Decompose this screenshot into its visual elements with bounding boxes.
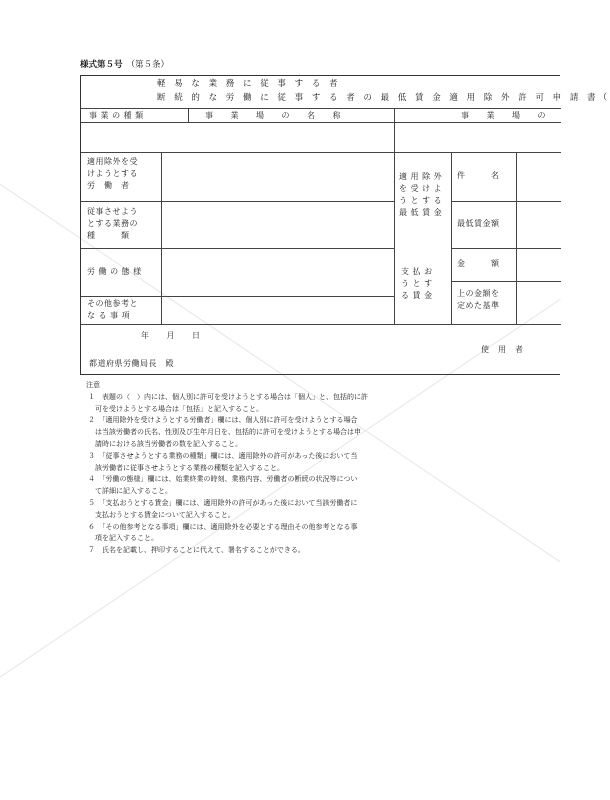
min-wage-label-4: 最 低 賃 金 <box>399 208 443 217</box>
note-line: 項を記入すること。 <box>88 534 158 543</box>
min-wage-label-2: を 受 け よ <box>399 184 443 193</box>
form-title-line-2: 断 続 的 な 労 働 に 従 事 す る 者 の 最 低 賃 金 適 用 除 外 許 可 申 請 書（ <box>157 93 610 103</box>
wage-label-2: う と す <box>401 279 433 288</box>
business-type-header: 事 業 の 種 類 <box>89 111 144 120</box>
subject-label: 件 名 <box>457 171 500 180</box>
business-location-header: 事 業 場 の <box>461 111 546 120</box>
note-line: ６ 「その他参考となる事項」欄には、適用除外を必要とする理由その他参考となる事 <box>88 522 358 531</box>
employer-label: 使 用 者 <box>481 345 524 354</box>
work-type-label-2: とする業務の <box>87 219 138 228</box>
other-matters-label-2: な る 事 項 <box>87 311 131 320</box>
wage-label-1: 支 払 お <box>401 267 433 276</box>
note-line: １ 表題の（ ）内には、個人別に許可を受けようとする場合は「個人」と、包括的に許 <box>88 392 368 401</box>
note-line: ４ 「労働の態様」欄には、始業終業の時刻、業務内容、労働者の断続の状況等につい <box>88 475 358 484</box>
note-line: ７ 氏名を記載し、押印することに代えて、署名することができる。 <box>88 546 305 555</box>
note-line: ２ 「適用除外を受けようとする労働者」欄には、個人別に許可を受けようとする場合 <box>88 416 358 425</box>
other-matters-label-1: その他参考と <box>87 299 138 308</box>
application-form-table <box>80 75 610 375</box>
note-line: は当該労働者の氏名、性別及び生年月日を、包括的に許可を受けようとする場合は申 <box>88 428 361 437</box>
note-line: て詳細に記入すること。 <box>88 487 172 496</box>
application-date: 年 月 日 <box>141 331 201 340</box>
min-wage-amount-label: 最低賃金額 <box>457 219 500 228</box>
wage-label-3: る 賃 金 <box>401 291 433 300</box>
note-line: 請時における該当労働者の数を記入すること。 <box>88 439 242 448</box>
basis-label-1: 上の金額を <box>457 289 500 298</box>
note-line: ３ 「従事させようとする業務の種類」欄には、適用除外の許可があった後において当 <box>88 451 358 460</box>
work-type-label-3: 種 類 <box>87 231 130 240</box>
work-type-label-1: 従事させよう <box>87 207 138 216</box>
notes-section <box>88 380 558 557</box>
amount-label: 金 額 <box>457 259 500 268</box>
basis-label-2: 定めた基準 <box>457 301 500 310</box>
form-article: （第５条） <box>126 60 170 70</box>
min-wage-label-1: 適 用 除 外 <box>399 172 443 181</box>
form-title-line-1: 軽 易 な 業 務 に 従 事 す る 者 <box>157 79 341 89</box>
min-wage-label-3: う と す る <box>399 196 443 205</box>
note-line: 可を受けようとする場合は「包括」と記入すること。 <box>88 404 263 413</box>
work-status-label: 労 働 の 態 様 <box>87 267 142 276</box>
note-line: 該労働者に従事させようとする業務の種類を記入すること。 <box>88 463 284 472</box>
applicant-worker-label-3: 労 働 者 <box>87 181 130 190</box>
form-number-label <box>80 58 169 70</box>
note-line: ５ 「支払おうとする賃金」欄には、適用除外の許可があった後において当該労働者に <box>88 498 358 507</box>
addressee-label: 都道府県労働局長 殿 <box>89 359 174 368</box>
business-name-header: 事 業 場 の 名 称 <box>205 111 341 120</box>
notes-title: 注意 <box>86 381 100 389</box>
applicant-worker-label-2: けようとする <box>87 169 138 178</box>
applicant-worker-label-1: 適用除外を受 <box>87 157 138 166</box>
form-number: 様式第５号 <box>80 60 123 70</box>
note-line: 支払おうとする賃金について記入すること。 <box>88 510 235 519</box>
